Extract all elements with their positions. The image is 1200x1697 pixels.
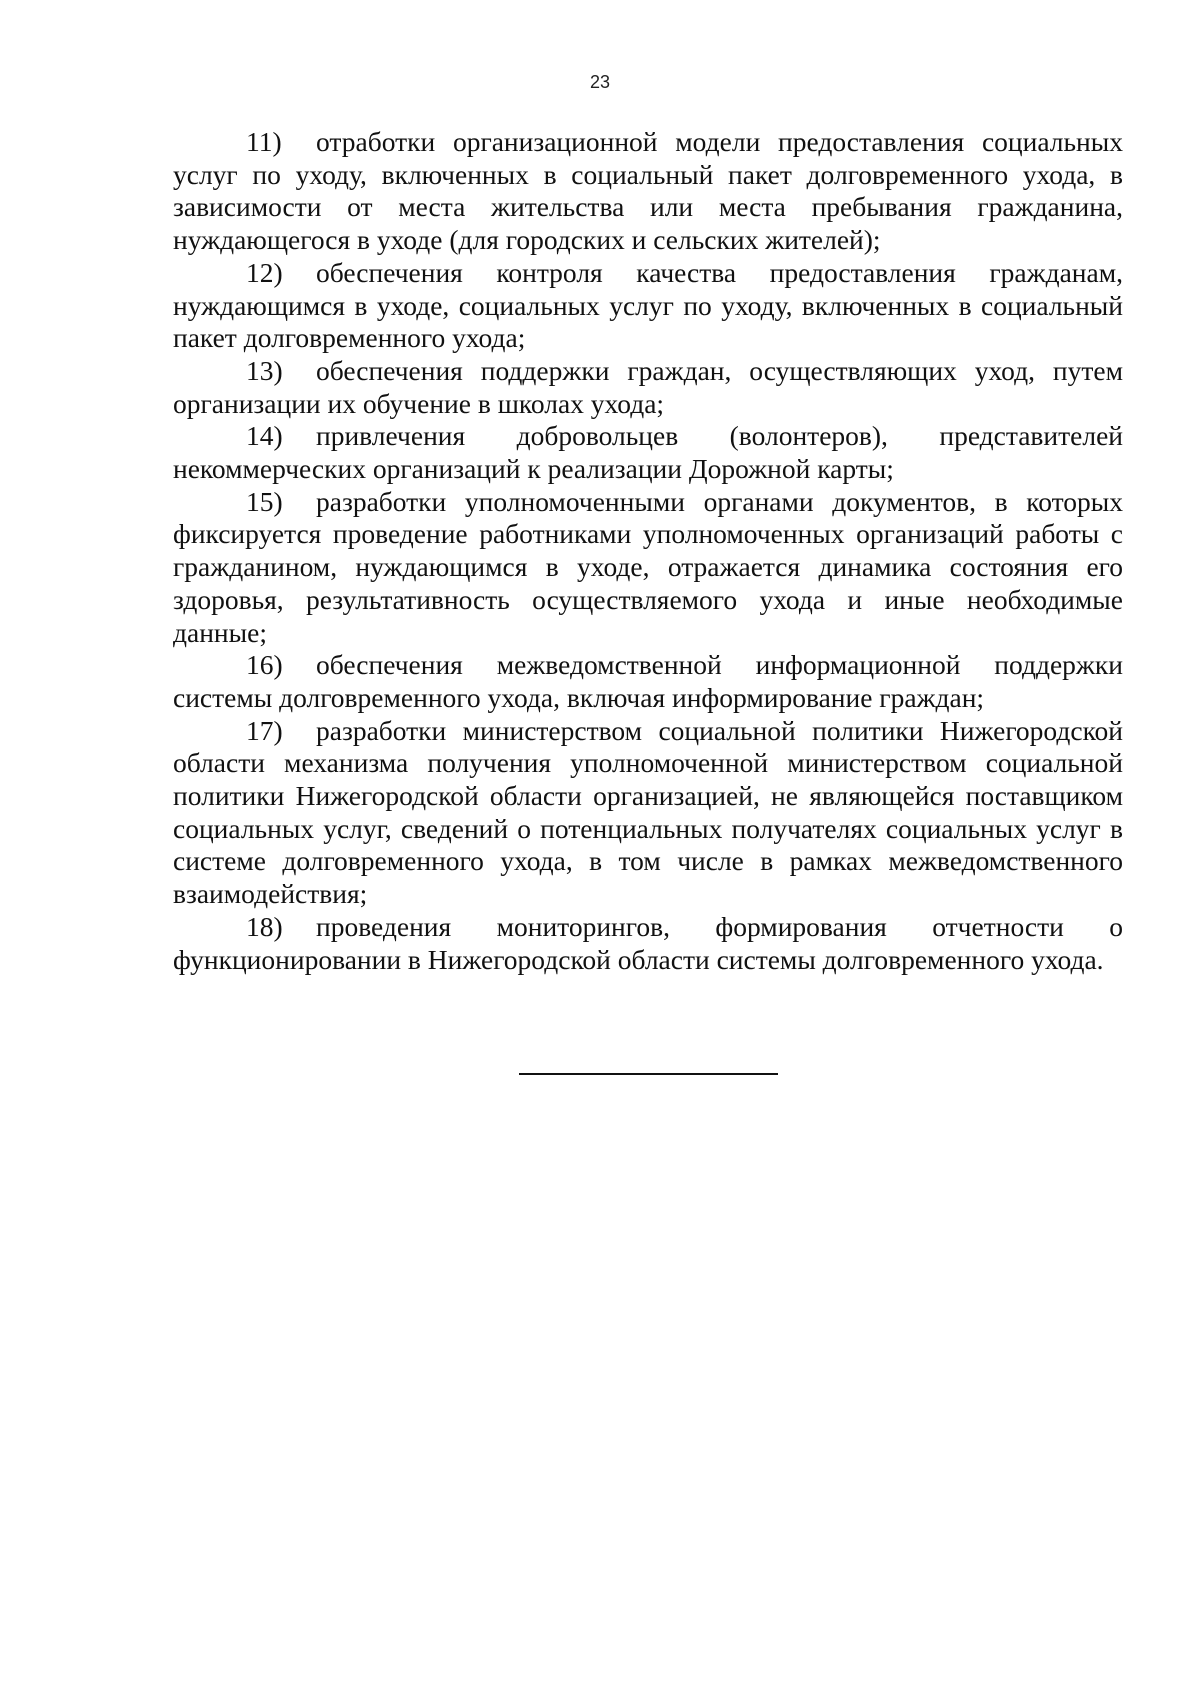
list-item bbox=[173, 486, 1123, 650]
item-number: 11) bbox=[246, 126, 282, 157]
item-number: 14) bbox=[246, 420, 283, 452]
item-number: 16) bbox=[246, 649, 283, 681]
item-number: 13) bbox=[246, 354, 283, 386]
end-divider bbox=[519, 1073, 778, 1075]
item-number: 12) bbox=[246, 256, 283, 288]
list-item bbox=[173, 715, 1123, 911]
list-item bbox=[173, 355, 1123, 420]
list-item bbox=[173, 126, 1123, 257]
list-item bbox=[173, 420, 1123, 485]
item-number: 17) bbox=[246, 714, 283, 746]
item-number: 15) bbox=[246, 485, 283, 517]
item-text: разработки министерством социальной политики Нижегородской области механизма получения уполномоченной министерством социальной политики Нижегородской области организацией, не являющейся поставщиком социальных услуг, сведений о потенциальных получателях социальных услуг в системе долговременного ухода, в том числе в рамках межведомственного взаимодействия; bbox=[173, 714, 1123, 910]
list-item bbox=[173, 257, 1123, 355]
document-body bbox=[173, 126, 1123, 976]
item-text: разработки уполномоченными органами документов, в которых фиксируется проведение работниками уполномоченных организаций работы с гражданином, нуждающимся в уходе, отражается динамика состояния его здоровья, результативность осуществляемого ухода и иные необходимые данные; bbox=[173, 485, 1123, 648]
item-text: обеспечения межведомственной информационной поддержки системы долговременного ухода, включая информирование граждан; bbox=[173, 649, 1123, 713]
page-number: 23 bbox=[589, 72, 611, 92]
item-text: обеспечения поддержки граждан, осуществляющих уход, путем организации их обучение в школах ухода; bbox=[173, 354, 1123, 419]
list-item bbox=[173, 649, 1123, 714]
list-item bbox=[173, 911, 1123, 976]
item-text: проведения мониторингов, формирования отчетности о функционировании в Нижегородской области системы долговременного ухода. bbox=[173, 910, 1123, 975]
item-text: отработки организационной модели предоставления социальных услуг по уходу, включенных в социальный пакет долговременного ухода, в зависимости от места жительства или места пребывания гражданина, нуждающегося в уходе (для городских и сельских жителей); bbox=[173, 126, 1123, 256]
item-text: привлечения добровольцев (волонтеров), представителей некоммерческих организаций к реализации Дорожной карты; bbox=[173, 420, 1123, 485]
item-number: 18) bbox=[246, 910, 283, 942]
item-text: обеспечения контроля качества предоставления гражданам, нуждающимся в уходе, социальных услуг по уходу, включенных в социальный пакет долговременного ухода; bbox=[173, 256, 1123, 354]
